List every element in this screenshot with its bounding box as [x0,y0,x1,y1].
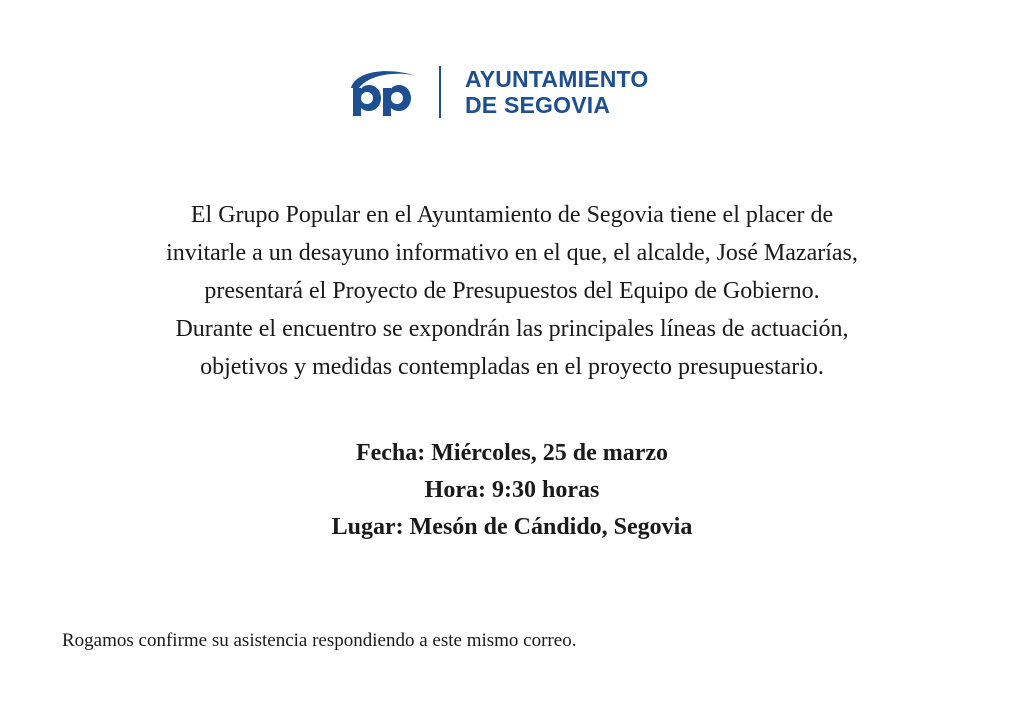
pp-logo-icon [345,66,421,118]
event-location: Lugar: Mesón de Cándido, Segovia [331,514,693,540]
invitation-paragraph [40,196,984,386]
organization-name [465,66,648,118]
event-date: Fecha: Miércoles, 25 de marzo [355,440,669,466]
event-time: Hora: 9:30 horas [424,477,600,503]
header [345,62,685,124]
invitation-line: El Grupo Popular en el Ayuntamiento de Segovia tiene el placer de [190,202,834,228]
invitation-line: presentará el Proyecto de Presupuestos del Equipo de Gobierno. [204,278,820,304]
organization-name-line2: DE SEGOVIA [465,92,611,118]
invitation-line: invitarle a un desayuno informativo en el que, el alcalde, José Mazarías, [166,240,858,266]
invitation-line: Durante el encuentro se expondrán las principales líneas de actuación, [175,316,849,342]
header-divider [439,66,441,118]
organization-name-line1: AYUNTAMIENTO [465,66,649,92]
event-details [40,435,984,546]
rsvp-note: Rogamos confirme su asistencia respondiendo a este mismo correo. [62,630,577,651]
invitation-line: objetivos y medidas contempladas en el proyecto presupuestario. [200,354,824,380]
